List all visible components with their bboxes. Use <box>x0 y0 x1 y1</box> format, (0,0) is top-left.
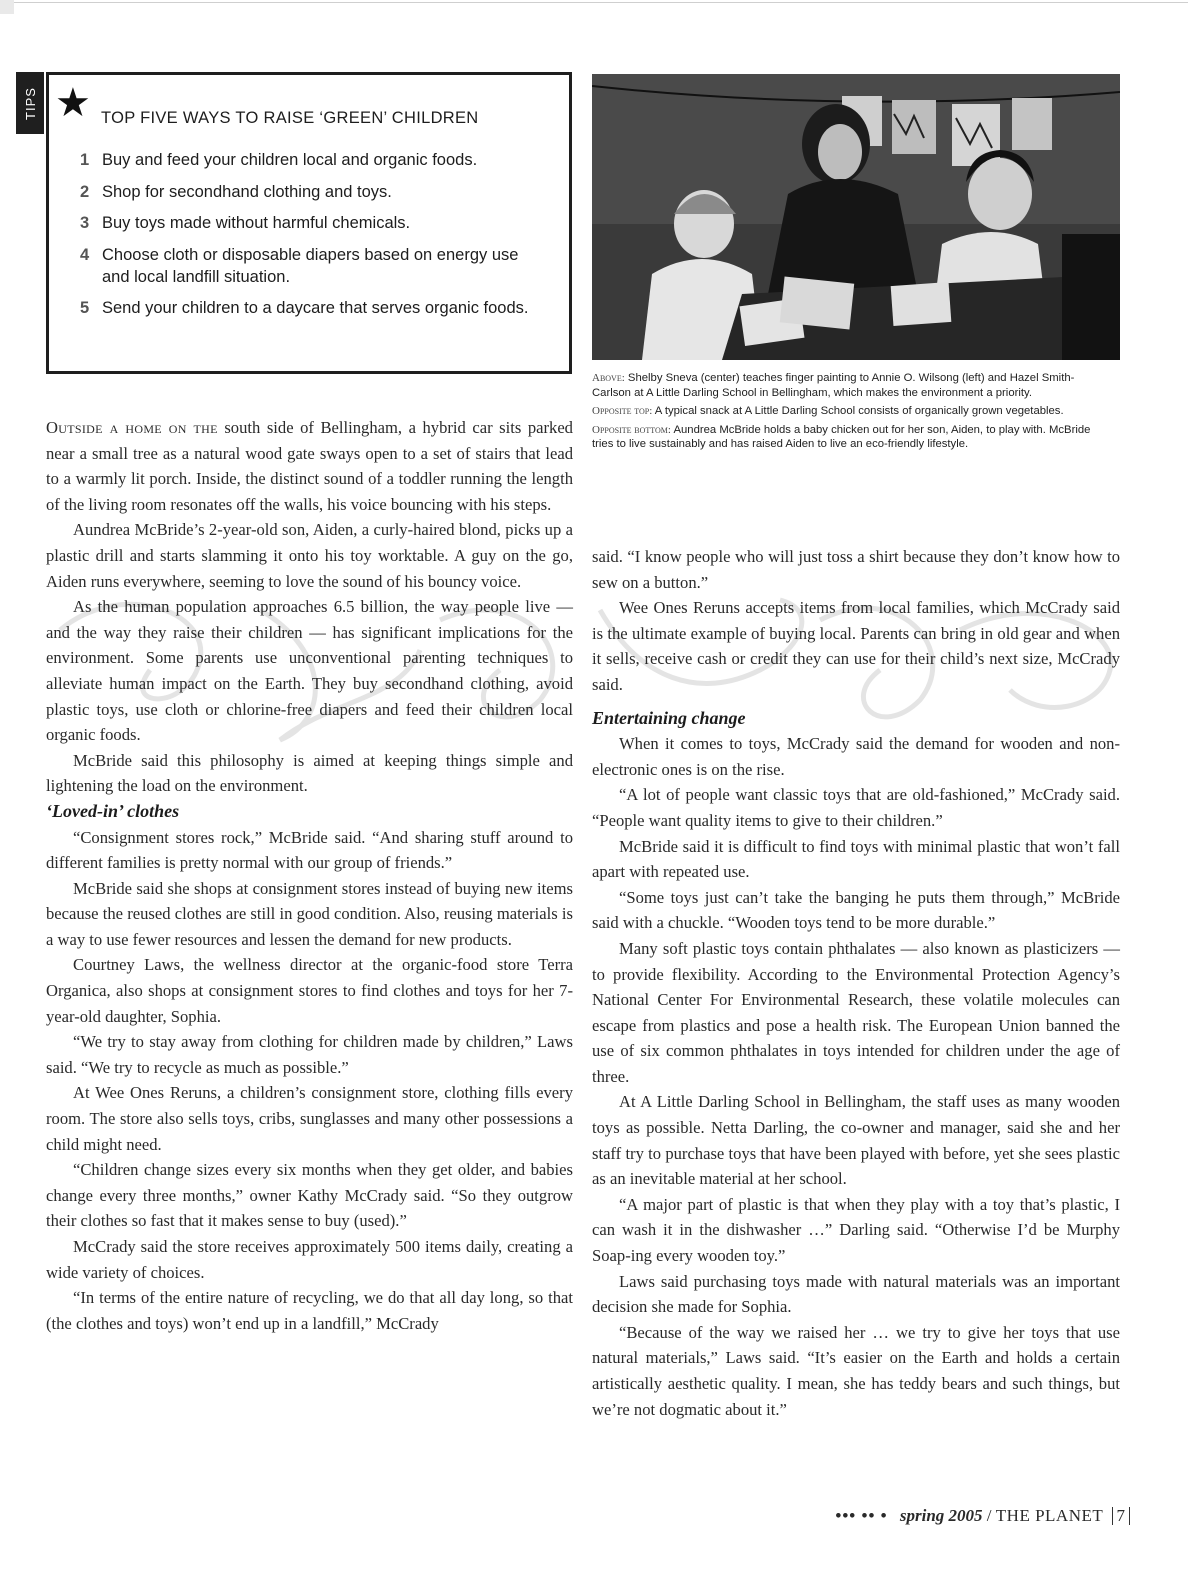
article-paragraph: “In terms of the entire nature of recycling, we do that all day long, so that (the clothes and toys) won’t end up in a landfill,” McCrady <box>46 1288 573 1333</box>
lead-in: Outside a home on the <box>46 418 218 437</box>
page-number: 7 <box>1112 1507 1131 1525</box>
article-paragraph: “A major part of plastic is that when they play with a toy that’s plastic, I can wash it in the dishwasher …” Darling said. “Otherwise I’d be Murphy Soap-ing every wooden toy.” <box>592 1194 1120 1266</box>
tips-box <box>46 72 572 374</box>
article-paragraph: McBride said she shops at consignment stores instead of buying new items because the reused clothes are still in good condition. Also, reusing materials is a way to use fewer resources and lessen the demand for new products. <box>46 878 573 949</box>
classroom-photo <box>592 74 1120 360</box>
tips-item: 5 Send your children to a daycare that serves organic foods. <box>80 299 529 317</box>
article-paragraph: At Wee Ones Reruns, a children’s consignment store, clothing fills every room. The store also sells toys, cribs, sunglasses and many other possessions a child might need. <box>46 1083 573 1154</box>
article-paragraph: When it comes to toys, McCrady said the demand for wooden and non-electronic ones is on the rise. <box>592 734 1120 779</box>
tips-list <box>77 149 547 329</box>
article-paragraph: Courtney Laws, the wellness director at the organic-food store Terra Organica, also shops at consignment stores to find clothes and toys for her 7-year-old daughter, Sophia. <box>46 955 573 1026</box>
footer-magazine: THE PLANET <box>995 1506 1104 1525</box>
tips-item: 2 Shop for secondhand clothing and toys. <box>80 182 392 201</box>
article-paragraph: Wee Ones Reruns accepts items from local families, which McCrady said is the ultimate example of buying local. Parents can bring in old gear and when it sells, receive cash or credit they can use for their child’s next size, McCrady said. <box>592 598 1120 694</box>
tips-tab <box>16 72 44 134</box>
article-paragraph: “Children change sizes every six months when they get older, and babies change every three months,” owner Kathy McCrady said. “So they outgrow their clothes so fast that it makes sense to buy (used).” <box>46 1160 573 1231</box>
caption-opposite-top: Opposite top: A typical snack at A Little Darling School consists of organically grown vegetables. <box>592 405 1064 418</box>
article-paragraph: At A Little Darling School in Bellingham, the staff uses as many wooden toys as possible. Netta Darling, the co-owner and manager, said she and her staff try to purchase toys that have been played with before, yet she sees plastic as an inevitable material at her school. <box>592 1092 1120 1189</box>
article-column-right <box>592 544 1120 1422</box>
tips-item: 4 Choose cloth or disposable diapers based on energy use and local landfill situation. <box>80 245 519 286</box>
photo-illustration <box>592 74 1120 360</box>
article-paragraph: McCrady said the store receives approximately 500 items daily, creating a wide variety of choices. <box>46 1237 573 1282</box>
footer-separator: / <box>986 1506 992 1525</box>
corner-mark <box>0 0 14 14</box>
page-footer <box>835 1506 1130 1526</box>
caption-above: Above: Shelby Sneva (center) teaches finger painting to Annie O. Wilsong (left) and Hazel Smith-Carlson at A Little Darling School in Bellingham, which makes the environment a priority. <box>592 372 1075 399</box>
article-paragraph: Many soft plastic toys contain phthalates — also known as plasticizers — to provide flexibility. According to the Environmental Protection Agency’s National Center For Environmental Research, these volatile molecules can escape from plastics and pose a health risk. The European Union banned the use of six common phthalates in toys intended for children under the age of three. <box>592 938 1120 1086</box>
article-paragraph: “Some toys just can’t take the banging he puts them through,” McBride said with a chuckle. “Wooden toys tend to be more durable.” <box>592 887 1120 933</box>
tips-item: 1 Buy and feed your children local and organic foods. <box>80 151 478 169</box>
footer-issue: spring 2005 <box>899 1506 983 1525</box>
article-paragraph: Outside a home on the south side of Bellingham, a hybrid car sits parked near a small tree as a natural wood gate sways open to a set of stairs that lead to a warmly lit porch. Inside, the distinct sound of a toddler running the length of the living room resonates off the walls, his voice bouncing with his steps. <box>46 418 573 514</box>
article-paragraph: said. “I know people who will just toss a shirt because they don’t know how to sew on a button.” <box>592 547 1120 592</box>
article-paragraph: As the human population approaches 6.5 billion, the way people live — and the way they raise their children — has significant implications for the environment. Some parents use unconventional parenting techniques to alleviate human impact on the Earth. They buy secondhand clothing, avoid plastic toys, use cloth or chlorine-free diapers and feed their children local organic foods. <box>46 597 573 745</box>
top-rule <box>0 2 1188 3</box>
footer-dots: ••• •• • <box>835 1506 888 1525</box>
article-paragraph: McBride said it is difficult to find toys with minimal plastic that won’t fall apart with repeated use. <box>592 836 1120 882</box>
article-paragraph: Laws said purchasing toys made with natural materials was an important decision she made for Sophia. <box>592 1271 1120 1317</box>
article-paragraph: Aundrea McBride’s 2-year-old son, Aiden, a curly-haired blond, picks up a plastic drill and starts slamming it onto his toy worktable. A guy on the go, Aiden runs everywhere, seeming to love the sound of his bouncy voice. <box>46 520 573 591</box>
article-paragraph: “Because of the way we raised her … we try to give her toys that use natural materials,” Laws said. “It’s easier on the Earth and holds a certain artistically aesthetic quality. I mean, she has teddy bears and such things, but we’re not dogmatic about it.” <box>592 1322 1120 1419</box>
article-paragraph: “Consignment stores rock,” McBride said. “And sharing stuff around to different families is pretty normal with our group of friends.” <box>46 827 573 873</box>
article-paragraph: “We try to stay away from clothing for children made by children,” Laws said. “We try to recycle as much as possible.” <box>46 1032 573 1077</box>
caption-opposite-bottom: Opposite bottom: Aundrea McBride holds a baby chicken out for her son, Aiden, to play with. McBride tries to live sustainably and has raised Aiden to live an eco-friendly lifestyle. <box>592 423 1091 451</box>
star-icon: ★ <box>55 81 91 125</box>
tips-title: TOP FIVE WAYS TO RAISE ‘GREEN’ CHILDREN <box>101 109 479 127</box>
article-paragraph: “A lot of people want classic toys that are old-fashioned,” McCrady said. “People want quality items to give to their children.” <box>592 785 1120 830</box>
tips-item: 3 Buy toys made without harmful chemicals. <box>80 214 411 232</box>
tips-tab-label: TIPS <box>22 86 38 120</box>
article-column-left <box>46 415 573 1336</box>
photo-caption <box>592 371 1112 456</box>
article-paragraph: McBride said this philosophy is aimed at keeping things simple and lightening the load on the environment. <box>46 750 573 796</box>
section-heading: ‘Loved-in’ clothes <box>46 800 180 821</box>
section-heading: Entertaining change <box>592 707 746 728</box>
